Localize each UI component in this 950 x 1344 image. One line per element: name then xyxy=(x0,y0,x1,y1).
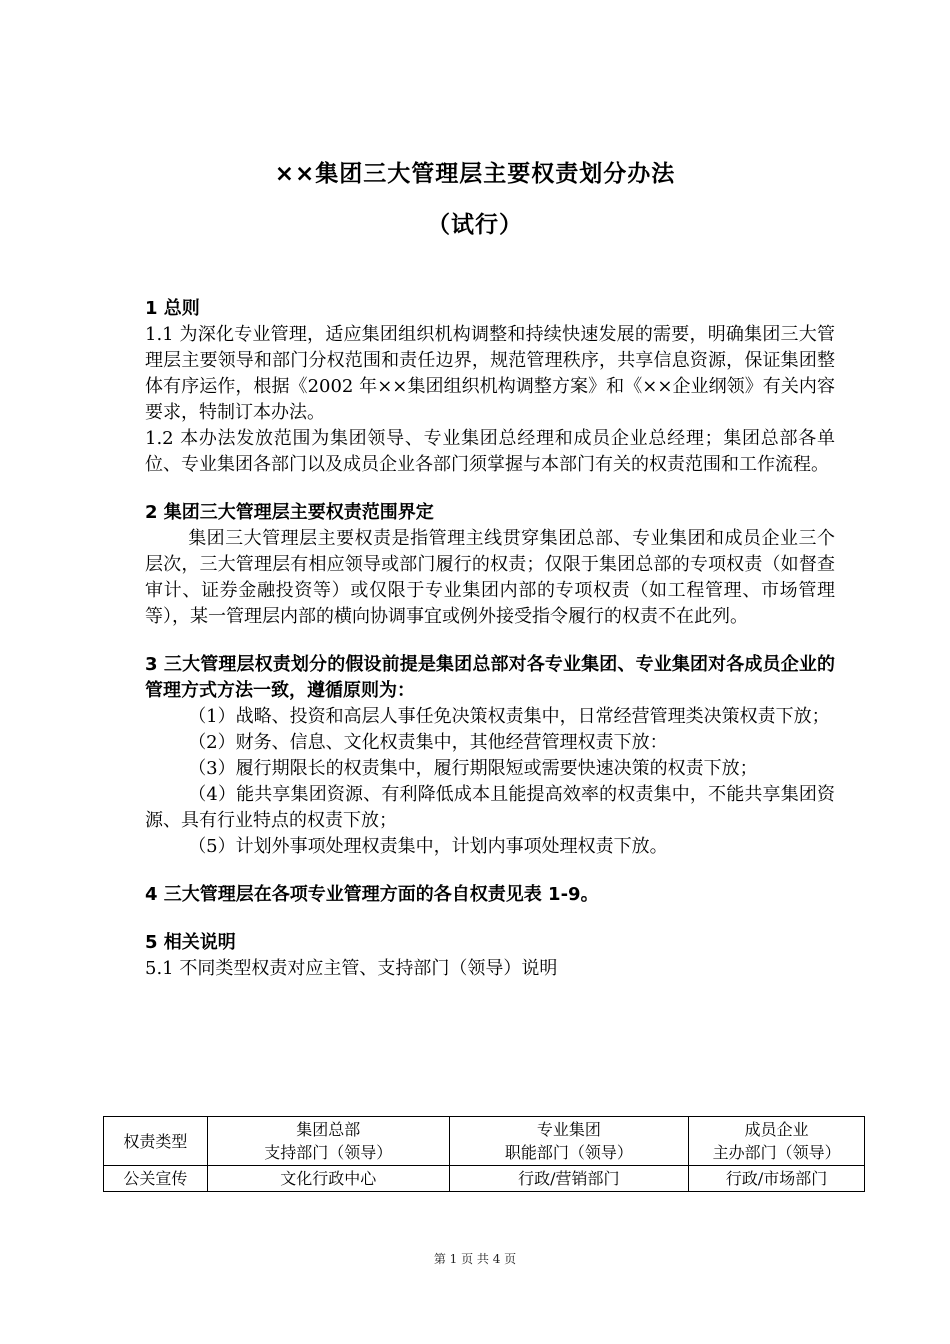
section-5-heading: 5 相关说明 xyxy=(145,932,236,953)
table-cell-group-hq: 文化行政中心 xyxy=(207,1166,449,1192)
header-cell-member-enterprise xyxy=(689,1117,865,1166)
responsibility-table xyxy=(103,1116,865,1192)
table-row xyxy=(104,1166,865,1192)
section-1-paragraph-1: 1.1 为深化专业管理，适应集团组织机构调整和持续快速发展的需要，明确集团三大管理层主要领导和部门分权范围和责任边界，规范管理秩序，共享信息资源，保证集团整体有序运作，根据《2002 年××集团组织机构调整方案》和《××企业纲领》有关内容要求，特制订本办法。 xyxy=(145,324,835,423)
header-cell-professional-group xyxy=(449,1117,689,1166)
section-2-paragraph: 集团三大管理层主要权责是指管理主线贯穿集团总部、专业集团和成员企业三个层次，三大管理层有相应领导或部门履行的权责；仅限于集团总部的专项权责（如督查审计、证券金融投资等）或仅限于专业集团内部的专项权责（如工程管理、市场管理等），某一管理层内部的横向协调事宜或例外接受指令履行的权责不在此列。 xyxy=(145,528,835,627)
principle-item-2: （2）财务、信息、文化权责集中，其他经营管理权责下放： xyxy=(188,732,668,753)
section-1-heading: 1 总则 xyxy=(145,298,200,319)
document-title: ××集团三大管理层主要权责划分办法 xyxy=(274,161,676,187)
header-group-hq-line1: 集团总部 xyxy=(296,1120,361,1139)
section-4-heading: 4 三大管理层在各项专业管理方面的各自权责见表 1-9。 xyxy=(145,884,599,905)
document-body xyxy=(145,296,835,982)
principle-item-3: （3）履行期限长的权责集中，履行期限短或需要快速决策的权责下放； xyxy=(188,758,758,779)
document-subtitle: （试行） xyxy=(427,212,523,238)
principle-item-5: （5）计划外事项处理权责集中，计划内事项处理权责下放。 xyxy=(188,836,668,857)
header-professional-group-line1: 专业集团 xyxy=(536,1120,601,1139)
table-cell-type: 公关宣传 xyxy=(104,1166,208,1192)
header-cell-group-hq xyxy=(207,1117,449,1166)
header-group-hq-line2: 支持部门（领导） xyxy=(264,1143,393,1162)
principle-item-4: （4）能共享集团资源、有利降低成本且能提高效率的权责集中，不能共享集团资源、具有行业特点的权责下放； xyxy=(145,784,835,831)
table-header-row xyxy=(104,1117,865,1166)
page-footer: 第 1 页 共 4 页 xyxy=(433,1252,517,1266)
header-member-enterprise-line1: 成员企业 xyxy=(744,1120,809,1139)
header-cell-type: 权责类型 xyxy=(104,1117,208,1166)
section-3-heading: 3 三大管理层权责划分的假设前提是集团总部对各专业集团、专业集团对各成员企业的管理方式方法一致，遵循原则为： xyxy=(145,654,835,701)
principle-item-1: （1）战略、投资和高层人事任免决策权责集中，日常经营管理类决策权责下放； xyxy=(188,706,830,727)
section-2-heading: 2 集团三大管理层主要权责范围界定 xyxy=(145,502,434,523)
header-professional-group-line2: 职能部门（领导） xyxy=(504,1143,633,1162)
table-cell-professional-group: 行政/营销部门 xyxy=(449,1166,689,1192)
section-5-paragraph: 5.1 不同类型权责对应主管、支持部门（领导）说明 xyxy=(145,958,558,979)
header-member-enterprise-line2: 主办部门（领导） xyxy=(712,1143,841,1162)
section-1-paragraph-2: 1.2 本办法发放范围为集团领导、专业集团总经理和成员企业总经理；集团总部各单位、专业集团各部门以及成员企业各部门须掌握与本部门有关的权责范围和工作流程。 xyxy=(145,428,835,475)
table-cell-member-enterprise: 行政/市场部门 xyxy=(689,1166,865,1192)
